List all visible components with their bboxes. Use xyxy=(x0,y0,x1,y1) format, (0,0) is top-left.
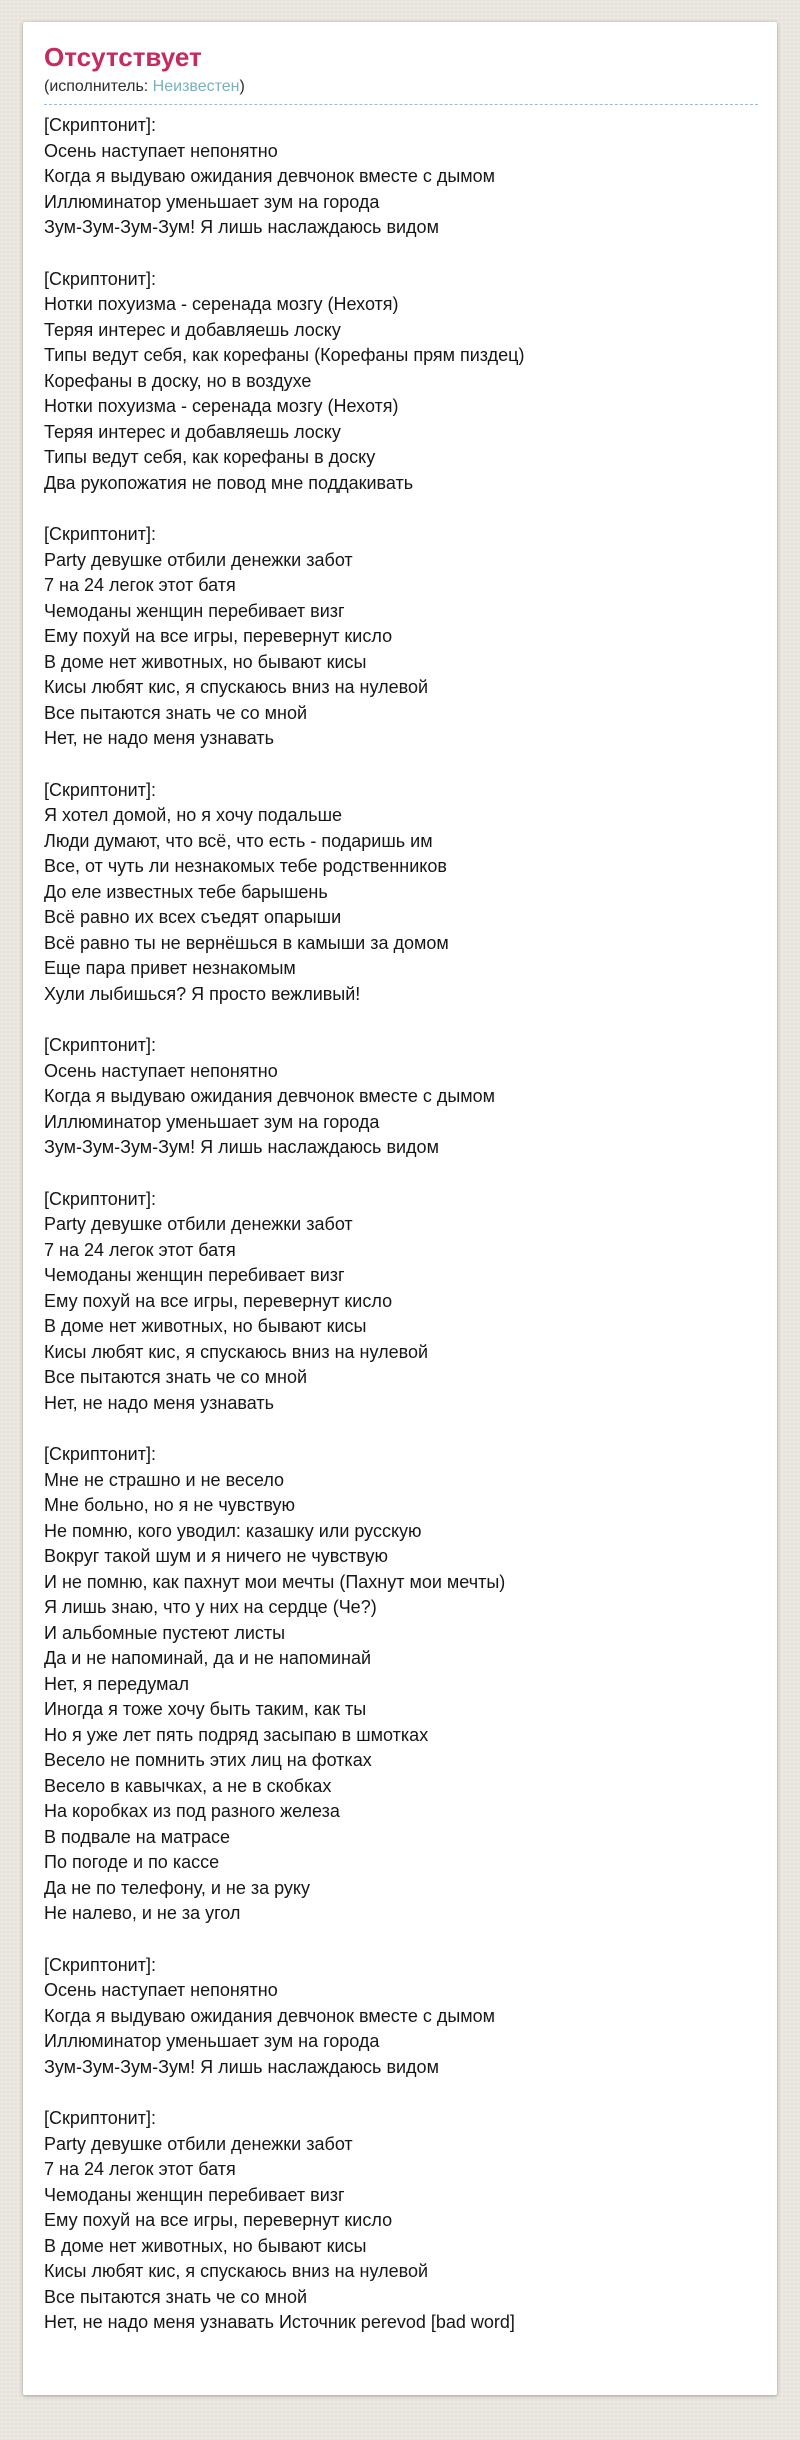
lyric-line: Теряя интерес и добавляешь лоску xyxy=(44,319,341,340)
lyric-line: 7 на 24 легок этот батя xyxy=(44,2159,236,2179)
lyrics-card xyxy=(23,22,777,2395)
stanza xyxy=(44,1953,758,2081)
song-title: Отсутствует xyxy=(44,42,202,72)
stanza-artist-tag: [Скриптонит]: xyxy=(44,268,156,289)
artist-link[interactable]: Неизвестен xyxy=(152,78,240,95)
lyric-line: Не налево, и не за угол xyxy=(44,1903,241,1923)
stanza xyxy=(44,522,758,752)
lyrics-text xyxy=(44,113,758,2336)
stanza-artist-tag: [Скриптонит]: xyxy=(44,115,156,135)
lyric-line: На коробках из под разного железа xyxy=(44,1801,340,1821)
artist-line xyxy=(44,77,758,105)
lyric-line: Иллюминатор уменьшает зум на города xyxy=(44,2031,380,2051)
lyric-line: Хули лыбишься? Я просто вежливый! xyxy=(44,983,361,1004)
stanza xyxy=(44,1187,758,1417)
lyric-line: Когда я выдуваю ожидания девчонок вместе с дымом xyxy=(44,2005,496,2026)
lyric-line: Все пытаются знать че со мной xyxy=(44,702,308,723)
stanza-artist-tag: [Скриптонит]: xyxy=(44,2108,156,2128)
lyric-line: Нет, я передумал xyxy=(44,1673,189,1694)
lyric-line: Да и не напоминай, да и не напоминай xyxy=(44,1648,372,1668)
lyric-line: Иллюминатор уменьшает зум на города xyxy=(44,191,380,212)
lyric-line: Все, от чуть ли незнакомых тебе родственников xyxy=(44,856,447,876)
lyric-line: Зум-Зум-Зум-Зум! Я лишь наслаждаюсь видом xyxy=(44,1137,439,1157)
stanza-artist-tag: [Скриптонит]: xyxy=(44,524,156,544)
lyric-line: В подвале на матрасе xyxy=(44,1826,230,1847)
lyric-line: И не помню, как пахнут мои мечты (Пахнут мои мечты) xyxy=(44,1571,506,1592)
lyric-line: Весело в кавычках, а не в скобках xyxy=(44,1775,332,1796)
stanza xyxy=(44,778,758,1008)
lyric-line: Мне больно, но я не чувствую xyxy=(44,1495,296,1515)
lyric-line: Все пытаются знать че со мной xyxy=(44,2286,308,2307)
stanza-artist-tag: [Скриптонит]: xyxy=(44,779,156,800)
lyric-line: Нет, не надо меня узнавать xyxy=(44,728,274,748)
lyric-line: Кисы любят кис, я спускаюсь вниз на нулевой xyxy=(44,2261,429,2281)
lyric-line: Не помню, кого уводил: казашку или русскую xyxy=(44,1520,422,1541)
stanza-artist-tag: [Скриптонит]: xyxy=(44,1954,156,1975)
stanza xyxy=(44,113,758,241)
lyric-line: Ему похуй на все игры, перевернут кисло xyxy=(44,2210,393,2230)
lyric-line: В доме нет животных, но бывают кисы xyxy=(44,651,367,672)
lyric-line: Когда я выдуваю ожидания девчонок вместе с дымом xyxy=(44,166,496,186)
lyric-line: Весело не помнить этих лиц на фотках xyxy=(44,1750,372,1770)
lyric-line: Еще пара привет незнакомым xyxy=(44,958,296,978)
lyric-line: И альбомные пустеют листы xyxy=(44,1622,286,1643)
lyric-line: В доме нет животных, но бывают кисы xyxy=(44,2235,367,2256)
lyric-line: Чемоданы женщин перебивает визг xyxy=(44,1265,345,1285)
lyric-line: Нотки похуизма - серенада мозгу (Нехотя) xyxy=(44,396,399,416)
lyric-line: Party девушке отбили денежки забот xyxy=(44,1214,353,1234)
lyric-line: Два рукопожатия не повод мне поддакивать xyxy=(44,472,414,493)
lyric-line: 7 на 24 легок этот батя xyxy=(44,575,236,595)
stanza-artist-tag: [Скриптонит]: xyxy=(44,1188,156,1209)
lyric-line: В доме нет животных, но бывают кисы xyxy=(44,1316,367,1336)
lyric-line: Все пытаются знать че со мной xyxy=(44,1367,308,1387)
lyric-line: Party девушке отбили денежки забот xyxy=(44,549,353,570)
lyric-line: Но я уже лет пять подряд засыпаю в шмотках xyxy=(44,1724,429,1745)
lyric-line: Типы ведут себя, как корефаны в доску xyxy=(44,447,376,467)
lyric-line: Чемоданы женщин перебивает визг xyxy=(44,2184,345,2205)
lyric-line: Всё равно ты не вернёшься в камыши за домом xyxy=(44,932,449,953)
artist-suffix: ) xyxy=(239,78,245,95)
lyric-line: Я лишь знаю, что у них на сердце (Че?) xyxy=(44,1597,377,1617)
lyric-line: Кисы любят кис, я спускаюсь вниз на нулевой xyxy=(44,677,429,697)
lyric-line: Люди думают, что всё, что есть - подаришь им xyxy=(44,830,433,851)
lyric-line: Осень наступает непонятно xyxy=(44,1980,278,2000)
lyric-line: До еле известных тебе барышень xyxy=(44,881,328,902)
lyric-line: По погоде и по кассе xyxy=(44,1852,220,1872)
lyric-line: Корефаны в доску, но в воздухе xyxy=(44,370,312,391)
stanza xyxy=(44,1033,758,1161)
lyric-line: Чемоданы женщин перебивает визг xyxy=(44,600,345,621)
lyric-line: Теряя интерес и добавляешь лоску xyxy=(44,421,341,442)
lyric-line: Ему похуй на все игры, перевернут кисло xyxy=(44,626,393,646)
lyric-line: Мне не страшно и не весело xyxy=(44,1469,285,1490)
stanza xyxy=(44,1442,758,1927)
lyric-line: Нотки похуизма - серенада мозгу (Нехотя) xyxy=(44,294,399,314)
lyric-line: Нет, не надо меня узнавать xyxy=(44,1392,274,1413)
lyric-line: Иллюминатор уменьшает зум на города xyxy=(44,1111,380,1132)
lyric-line: Party девушке отбили денежки забот xyxy=(44,2133,353,2154)
lyric-line: Осень наступает непонятно xyxy=(44,140,278,161)
lyric-line: Зум-Зум-Зум-Зум! Я лишь наслаждаюсь видом xyxy=(44,2056,439,2077)
lyric-line: Типы ведут себя, как корефаны (Корефаны прям пиздец) xyxy=(44,345,525,365)
lyric-line: Ему похуй на все игры, перевернут кисло xyxy=(44,1290,393,1311)
lyric-line: 7 на 24 легок этот батя xyxy=(44,1239,236,1260)
artist-label: (исполнитель: xyxy=(44,78,149,95)
lyric-line: Кисы любят кис, я спускаюсь вниз на нулевой xyxy=(44,1341,429,1362)
stanza-artist-tag: [Скриптонит]: xyxy=(44,1444,156,1464)
lyric-line: Иногда я тоже хочу быть таким, как ты xyxy=(44,1699,367,1719)
lyric-line: Осень наступает непонятно xyxy=(44,1060,278,1081)
lyric-line: Нет, не надо меня узнавать Источник perevod [bad word] xyxy=(44,2312,515,2332)
stanza-artist-tag: [Скриптонит]: xyxy=(44,1035,156,1055)
lyric-line: Да не по телефону, и не за руку xyxy=(44,1877,311,1898)
page-background xyxy=(0,22,800,2440)
lyric-line: Зум-Зум-Зум-Зум! Я лишь наслаждаюсь видом xyxy=(44,217,439,237)
lyric-line: Вокруг такой шум и я ничего не чувствую xyxy=(44,1546,389,1566)
stanza xyxy=(44,267,758,497)
stanza xyxy=(44,2106,758,2336)
lyric-line: Я хотел домой, но я хочу подальше xyxy=(44,805,343,825)
lyric-line: Когда я выдуваю ожидания девчонок вместе с дымом xyxy=(44,1086,496,1106)
lyric-line: Всё равно их всех съедят опарыши xyxy=(44,907,342,927)
